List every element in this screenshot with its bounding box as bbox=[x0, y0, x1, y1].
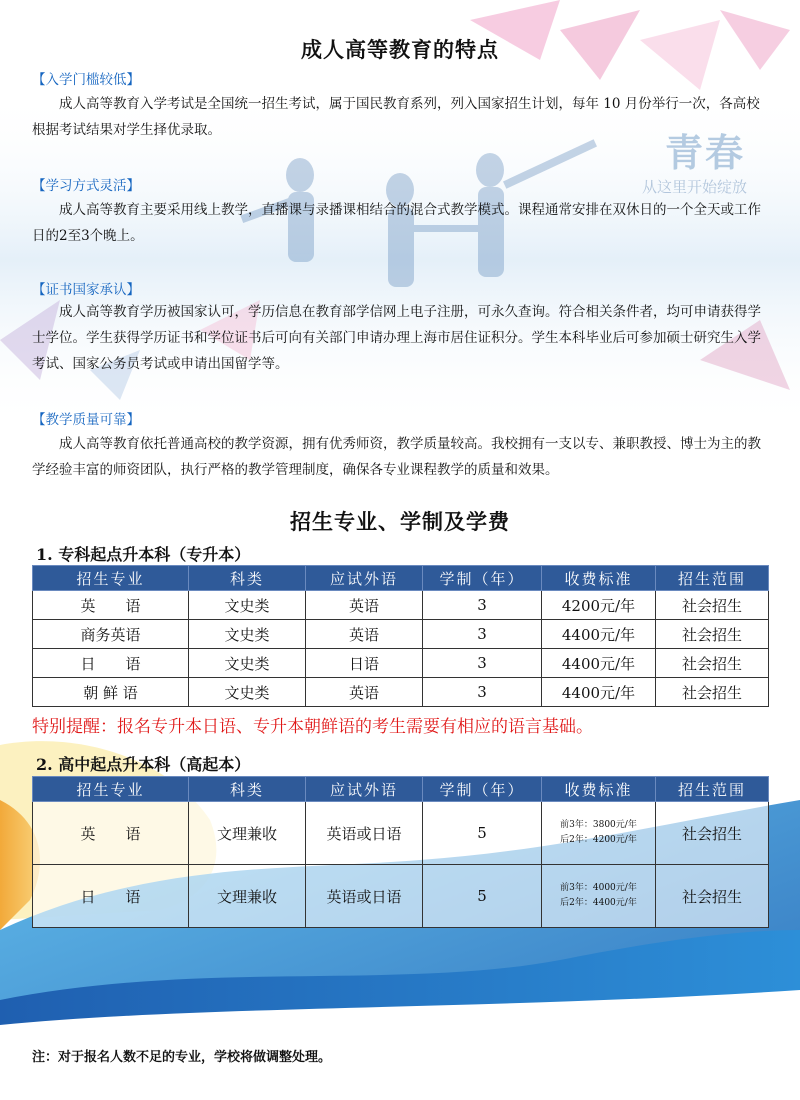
cell-category: 文史类 bbox=[189, 591, 306, 620]
cell-major: 英 语 bbox=[33, 591, 189, 620]
cell-years: 3 bbox=[423, 620, 542, 649]
cell-scope: 社会招生 bbox=[656, 620, 769, 649]
cell-major: 英 语 bbox=[33, 802, 189, 865]
header-language: 应试外语 bbox=[306, 777, 423, 802]
section-text-certificate: 成人高等教育学历被国家认可，学历信息在教育部学信网上电子注册，可永久查询。符合相关条件者，均可申请获得学士学位。学生获得学历证书和学位证书后可向有关部门申请办理上海市居住证积分。学生本科毕业后可参加硕士研究生入学考试、国家公务员考试或申请出国留学等。 bbox=[32, 304, 761, 372]
fee-split bbox=[560, 881, 637, 911]
cell-language: 英语 bbox=[306, 620, 423, 649]
fee-first-years: 前3年：3800元/年 bbox=[560, 820, 637, 830]
header-major: 招生专业 bbox=[33, 777, 189, 802]
cell-category: 文史类 bbox=[189, 678, 306, 707]
fee-first-years: 前3年：4000元/年 bbox=[560, 883, 637, 893]
cell-major: 日 语 bbox=[33, 865, 189, 928]
cell-fee bbox=[542, 865, 656, 928]
cell-category: 文史类 bbox=[189, 620, 306, 649]
section-text-study: 成人高等教育主要采用线上教学，直播课与录播课相结合的混合式教学模式。课程通常安排在双休日的一个全天或工作日的2至3个晚上。 bbox=[32, 202, 761, 244]
table2-title: 2. 高中起点升本科（高起本） bbox=[36, 755, 251, 774]
cell-scope: 社会招生 bbox=[656, 802, 769, 865]
cell-fee: 4200元/年 bbox=[542, 591, 656, 620]
fee-last-years: 后2年：4200元/年 bbox=[560, 835, 637, 845]
cell-scope: 社会招生 bbox=[656, 678, 769, 707]
cell-major: 日 语 bbox=[33, 649, 189, 678]
header-years: 学制（年） bbox=[423, 777, 542, 802]
cell-fee: 4400元/年 bbox=[542, 678, 656, 707]
cell-language: 英语 bbox=[306, 591, 423, 620]
section-heading-entry: 【入学门槛较低】 bbox=[32, 72, 140, 88]
fee-last-years: 后2年：4400元/年 bbox=[560, 898, 637, 908]
special-reminder: 特别提醒：报名专升本日语、专升本朝鲜语的考生需要有相应的语言基础。 bbox=[32, 717, 593, 737]
cell-fee bbox=[542, 802, 656, 865]
header-scope: 招生范围 bbox=[656, 566, 769, 591]
cell-major: 朝 鲜 语 bbox=[33, 678, 189, 707]
cell-category: 文史类 bbox=[189, 649, 306, 678]
table-row bbox=[33, 865, 769, 928]
cell-scope: 社会招生 bbox=[656, 649, 769, 678]
cell-fee: 4400元/年 bbox=[542, 649, 656, 678]
table-highschool bbox=[32, 776, 769, 928]
cell-scope: 社会招生 bbox=[656, 865, 769, 928]
header-scope: 招生范围 bbox=[656, 777, 769, 802]
table-row bbox=[33, 591, 769, 620]
header-category: 科类 bbox=[189, 777, 306, 802]
cell-fee: 4400元/年 bbox=[542, 620, 656, 649]
footnote: 注：对于报名人数不足的专业，学校将做调整处理。 bbox=[32, 1050, 332, 1065]
table-header-row bbox=[33, 777, 769, 802]
cell-years: 5 bbox=[423, 865, 542, 928]
cell-years: 3 bbox=[423, 678, 542, 707]
section-title-majors: 招生专业、学制及学费 bbox=[290, 509, 510, 534]
section-heading-quality: 【教学质量可靠】 bbox=[32, 412, 140, 428]
cell-years: 3 bbox=[423, 649, 542, 678]
header-language: 应试外语 bbox=[306, 566, 423, 591]
header-fee: 收费标准 bbox=[542, 566, 656, 591]
table-row bbox=[33, 649, 769, 678]
header-years: 学制（年） bbox=[423, 566, 542, 591]
header-major: 招生专业 bbox=[33, 566, 189, 591]
cell-category: 文理兼收 bbox=[189, 865, 306, 928]
fee-split bbox=[560, 818, 637, 848]
section-heading-certificate: 【证书国家承认】 bbox=[32, 282, 140, 298]
table1-title: 1. 专科起点升本科（专升本） bbox=[36, 545, 251, 564]
cell-years: 3 bbox=[423, 591, 542, 620]
cell-category: 文理兼收 bbox=[189, 802, 306, 865]
table-upgrade bbox=[32, 565, 769, 707]
header-category: 科类 bbox=[189, 566, 306, 591]
cell-language: 英语或日语 bbox=[306, 865, 423, 928]
table-row bbox=[33, 802, 769, 865]
cell-language: 英语 bbox=[306, 678, 423, 707]
cell-language: 英语或日语 bbox=[306, 802, 423, 865]
page-title: 成人高等教育的特点 bbox=[301, 37, 499, 62]
table-row bbox=[33, 678, 769, 707]
table-row bbox=[33, 620, 769, 649]
section-heading-study: 【学习方式灵活】 bbox=[32, 178, 140, 194]
cell-years: 5 bbox=[423, 802, 542, 865]
cell-major: 商务英语 bbox=[33, 620, 189, 649]
table-header-row bbox=[33, 566, 769, 591]
cell-scope: 社会招生 bbox=[656, 591, 769, 620]
cell-language: 日语 bbox=[306, 649, 423, 678]
section-text-entry: 成人高等教育入学考试是全国统一招生考试，属于国民教育系列，列入国家招生计划，每年 10 月份举行一次，各高校根据考试结果对学生择优录取。 bbox=[32, 96, 760, 138]
section-text-quality: 成人高等教育依托普通高校的教学资源，拥有优秀师资，教学质量较高。我校拥有一支以专、兼职教授、博士为主的教学经验丰富的师资团队，执行严格的教学管理制度，确保各专业课程教学的质量和效果。 bbox=[32, 436, 761, 478]
header-fee: 收费标准 bbox=[542, 777, 656, 802]
watermark-subtitle: 从这里开始绽放 bbox=[642, 178, 748, 196]
watermark-title: 青春 bbox=[665, 131, 746, 175]
